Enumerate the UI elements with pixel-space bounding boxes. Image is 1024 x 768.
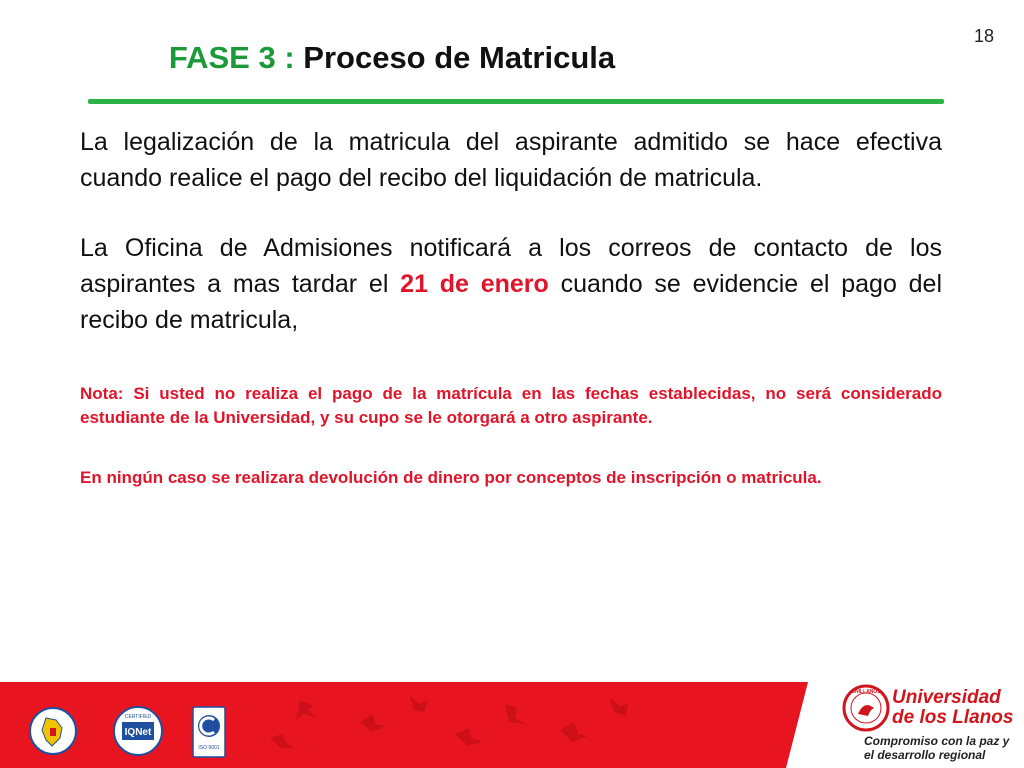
title-phase: FASE 3 (168, 40, 276, 75)
university-seal-label: UNILLANOS (851, 689, 881, 695)
iqnet-label: IQNet (124, 727, 152, 738)
title-divider (88, 99, 944, 104)
university-tagline (864, 734, 1014, 762)
university-name-line2: de los Llanos (892, 707, 1014, 728)
university-name (892, 688, 1013, 728)
slide-body (80, 124, 942, 490)
title-text: Proceso de Matricula (303, 40, 616, 75)
deadline-date: 21 de enero (400, 270, 549, 298)
paragraph-notification-end: cuando se evidencie el pago del recibo de matricula, (80, 270, 942, 334)
university-tagline-line2: el desarrollo regional (864, 748, 986, 762)
slide-title (0, 40, 904, 76)
paragraph-notification-start: La Oficina de Admisiones notificará a los correos de contacto de los aspirantes a mas tardar el (80, 234, 942, 298)
university-seal-icon (842, 684, 890, 732)
iqnet-certified-label: CERTIFIED (124, 714, 152, 720)
note-no-refund: En ningún caso se realizara devolución de dinero por conceptos de inscripción o matricula. (80, 468, 822, 487)
paragraph-notification (80, 230, 942, 338)
note-payment-warning: Nota: Si usted no realiza el pago de la matrícula en las fechas establecidas, no será considerado estudiante de la Universidad, y su cupo se le otorgará a otro aspirante. (80, 384, 942, 427)
slide-page-number: 18 (973, 26, 994, 46)
university-name-line1: Universidad (892, 687, 1001, 708)
icontec-certification-icon (192, 706, 226, 758)
icontec-iso-label: ISO 9001 (198, 745, 220, 751)
title-separator: : (284, 40, 295, 75)
university-tagline-line1: Compromiso con la paz y (864, 734, 1010, 748)
paragraph-legalization: La legalización de la matricula del aspirante admitido se hace efectiva cuando realice el pago del recibo del liquidación de matricula. (80, 128, 942, 192)
iqnet-certification-icon (112, 704, 164, 758)
colombia-map-seal-icon (28, 706, 78, 756)
